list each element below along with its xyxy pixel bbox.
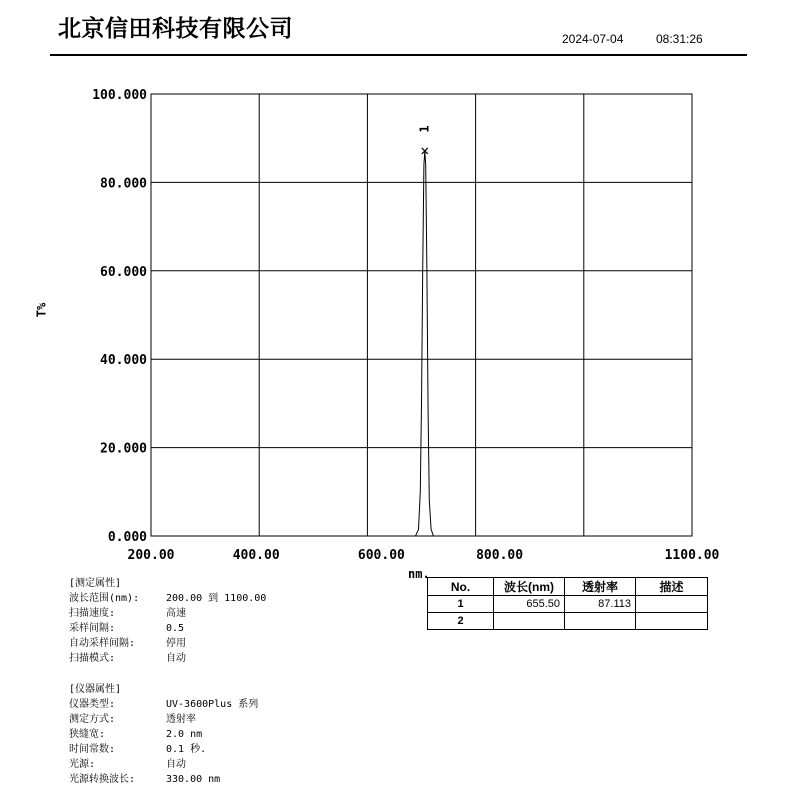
- cell-description: [636, 613, 708, 630]
- x-tick-label: 600.00: [357, 548, 405, 563]
- col-transmittance: 透射率: [565, 578, 636, 596]
- measure-props-title: [测定属性]: [69, 578, 122, 589]
- spectrum-line: [151, 151, 692, 536]
- x-tick-labels: [128, 548, 720, 563]
- prop-value: 自动: [166, 759, 186, 770]
- table-row: [428, 596, 708, 613]
- x-tick-label: 200.00: [127, 548, 175, 563]
- y-tick-label: 80.000: [100, 176, 147, 192]
- y-tick-label: 40.000: [100, 353, 147, 369]
- company-name: 北京信田科技有限公司: [58, 16, 293, 42]
- col-description: 描述: [636, 578, 708, 596]
- peak-table: [427, 577, 708, 630]
- prop-key: 扫描模式:: [69, 653, 116, 664]
- cell-no: 2: [428, 613, 494, 630]
- prop-value: 200.00 到 1100.00: [166, 593, 267, 604]
- y-tick-label: 60.000: [100, 264, 147, 280]
- peak-marker-label: 1: [417, 125, 432, 133]
- report-time: 08:31:26: [656, 32, 703, 46]
- prop-key: 采样间隔:: [69, 623, 116, 634]
- prop-value: 330.00 nm: [166, 774, 221, 785]
- prop-value: 自动: [166, 653, 186, 664]
- cell-wavelength: [494, 613, 565, 630]
- y-tick-labels: [92, 88, 147, 545]
- prop-value: 高速: [166, 608, 186, 619]
- chart-grid: [151, 94, 692, 536]
- prop-key: 狭缝宽:: [69, 729, 106, 740]
- peak-markers: [417, 125, 431, 154]
- cell-no: 1: [428, 596, 494, 613]
- prop-key: 光源:: [69, 759, 96, 770]
- x-tick-label: 400.00: [232, 548, 280, 563]
- y-tick-label: 0.000: [107, 530, 147, 545]
- x-tick-label: 1100.00: [664, 548, 720, 563]
- col-wavelength: 波长(nm): [494, 578, 565, 596]
- col-no: No.: [428, 578, 494, 596]
- prop-key: 波长范围(nm):: [69, 593, 140, 604]
- y-tick-label: 100.000: [92, 88, 147, 103]
- instrument-props-title: [仪器属性]: [69, 684, 122, 695]
- x-axis-label: nm.: [408, 567, 430, 581]
- prop-value: UV-3600Plus 系列: [166, 699, 259, 710]
- prop-value: 0.1 秒.: [166, 744, 207, 755]
- report-date: 2024-07-04: [562, 32, 624, 46]
- prop-value: 停用: [166, 638, 186, 649]
- prop-value: 2.0 nm: [166, 729, 203, 740]
- prop-key: 测定方式:: [69, 714, 116, 725]
- prop-key: 光源转换波长:: [69, 774, 136, 785]
- y-axis-label: T%: [34, 302, 49, 318]
- prop-key: 自动采样间隔:: [69, 638, 136, 649]
- y-tick-label: 20.000: [100, 441, 147, 457]
- cell-description: [636, 596, 708, 613]
- cell-transmittance: [565, 613, 636, 630]
- prop-value: 0.5: [166, 623, 185, 634]
- cell-wavelength: 655.50: [494, 596, 565, 613]
- prop-key: 扫描速度:: [69, 608, 116, 619]
- prop-value: 透射率: [166, 714, 196, 725]
- prop-key: 时间常数:: [69, 744, 116, 755]
- cell-transmittance: 87.113: [565, 596, 636, 613]
- plot-frame: [151, 94, 692, 536]
- peak-table-header: [428, 578, 708, 596]
- prop-key: 仪器类型:: [69, 699, 116, 710]
- x-tick-label: 800.00: [476, 548, 524, 563]
- table-row: [428, 613, 708, 630]
